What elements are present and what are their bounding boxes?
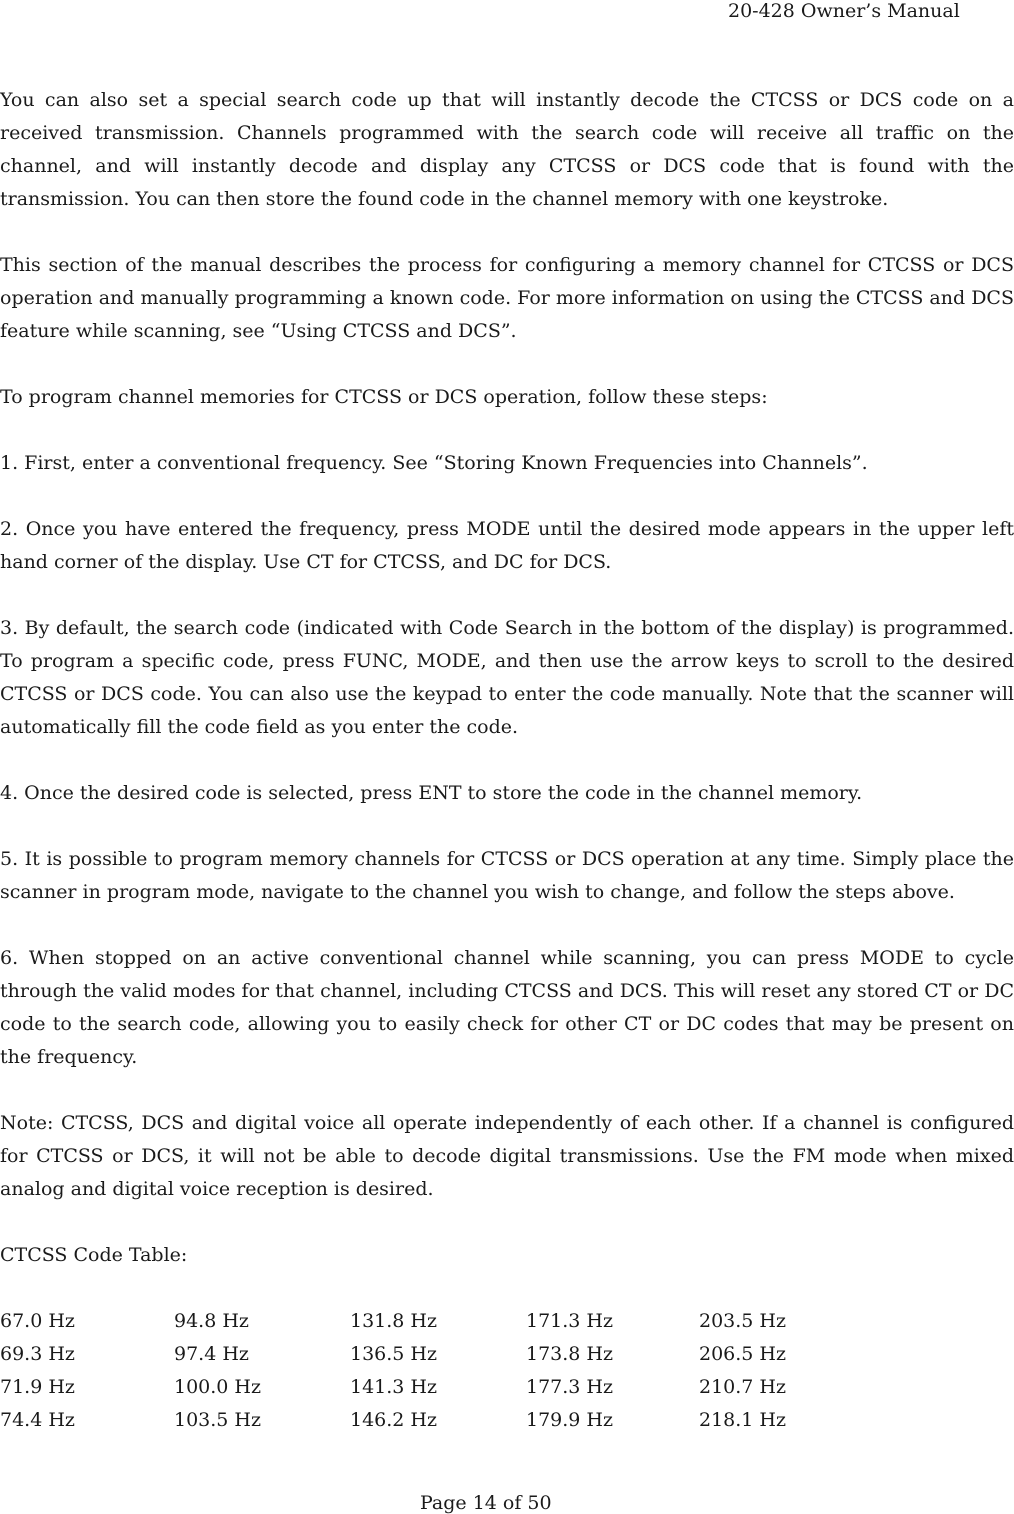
table-cell: 136.5 Hz — [350, 1343, 438, 1365]
table-cell: 206.5 Hz — [699, 1343, 787, 1365]
step-5: 5. It is possible to program memory channels for CTCSS or DCS operation at any time. Simply place the scanner in program mode, navigate to the channel you wish to change, and follow the steps above. — [0, 848, 1014, 903]
page-number: Page 14 of 50 — [420, 1492, 552, 1514]
table-cell: 71.9 Hz — [0, 1376, 75, 1398]
step-4: 4. Once the desired code is selected, press ENT to store the code in the channel memory. — [0, 782, 863, 804]
table-cell: 94.8 Hz — [174, 1310, 249, 1332]
paragraph-steps-intro: To program channel memories for CTCSS or DCS operation, follow these steps: — [0, 386, 768, 408]
running-header: 20-428 Owner’s Manual — [728, 0, 960, 22]
step-6: 6. When stopped on an active conventional channel while scanning, you can press MODE to cycle through the valid modes for that channel, including CTCSS and DCS. This will reset any stored CT or DC code to the search code, allowing you to easily check for other CT or DC codes that may be present on the frequency. — [0, 947, 1014, 1068]
table-cell: 67.0 Hz — [0, 1310, 75, 1332]
table-row — [0, 1404, 819, 1437]
table-cell: 141.3 Hz — [350, 1376, 438, 1398]
page-body — [0, 84, 1014, 1437]
table-cell: 203.5 Hz — [699, 1310, 787, 1332]
table-cell: 171.3 Hz — [526, 1310, 614, 1332]
table-cell: 69.3 Hz — [0, 1343, 75, 1365]
table-row — [0, 1371, 819, 1404]
table-cell: 74.4 Hz — [0, 1409, 75, 1431]
step-3: 3. By default, the search code (indicated with Code Search in the bottom of the display) is programmed. To program a specific code, press FUNC, MODE, and then use the arrow keys to scroll to the desired CTCSS or DCS code. You can also use the keypad to enter the code manually. Note that the scanner will automatically fill the code field as you enter the code. — [0, 617, 1014, 738]
table-cell: 173.8 Hz — [526, 1343, 614, 1365]
paragraph-section-description: This section of the manual describes the process for configuring a memory channel for CTCSS or DCS operation and manually programming a known code. For more information on using the CTCSS and DCS feature while scanning, see “Using CTCSS and DCS”. — [0, 254, 1014, 342]
table-cell: 210.7 Hz — [699, 1376, 787, 1398]
table-cell: 97.4 Hz — [174, 1343, 249, 1365]
table-cell: 100.0 Hz — [174, 1376, 262, 1398]
table-cell: 131.8 Hz — [350, 1310, 438, 1332]
note-paragraph: Note: CTCSS, DCS and digital voice all operate independently of each other. If a channel is configured for CTCSS or DCS, it will not be able to decode digital transmissions. Use the FM mode when mixed analog and digital voice reception is desired. — [0, 1112, 1014, 1200]
paragraph-search-code-intro: You can also set a special search code up that will instantly decode the CTCSS or DCS code on a received transmission. Channels programmed with the search code will receive all traffic on the channel, and will instantly decode and display any CTCSS or DCS code that is found with the transmission. You can then store the found code in the channel memory with one keystroke. — [0, 89, 1014, 210]
table-cell: 179.9 Hz — [526, 1409, 614, 1431]
step-2: 2. Once you have entered the frequency, press MODE until the desired mode appears in the upper left hand corner of the display. Use CT for CTCSS, and DC for DCS. — [0, 518, 1014, 573]
ctcss-code-table — [0, 1305, 819, 1437]
table-row — [0, 1305, 819, 1338]
table-cell: 103.5 Hz — [174, 1409, 262, 1431]
table-cell: 146.2 Hz — [350, 1409, 438, 1431]
step-1: 1. First, enter a conventional frequency. See “Storing Known Frequencies into Channels”. — [0, 452, 868, 474]
ctcss-table-title: CTCSS Code Table: — [0, 1244, 188, 1266]
table-cell: 218.1 Hz — [699, 1409, 787, 1431]
table-cell: 177.3 Hz — [526, 1376, 614, 1398]
table-row — [0, 1338, 819, 1371]
